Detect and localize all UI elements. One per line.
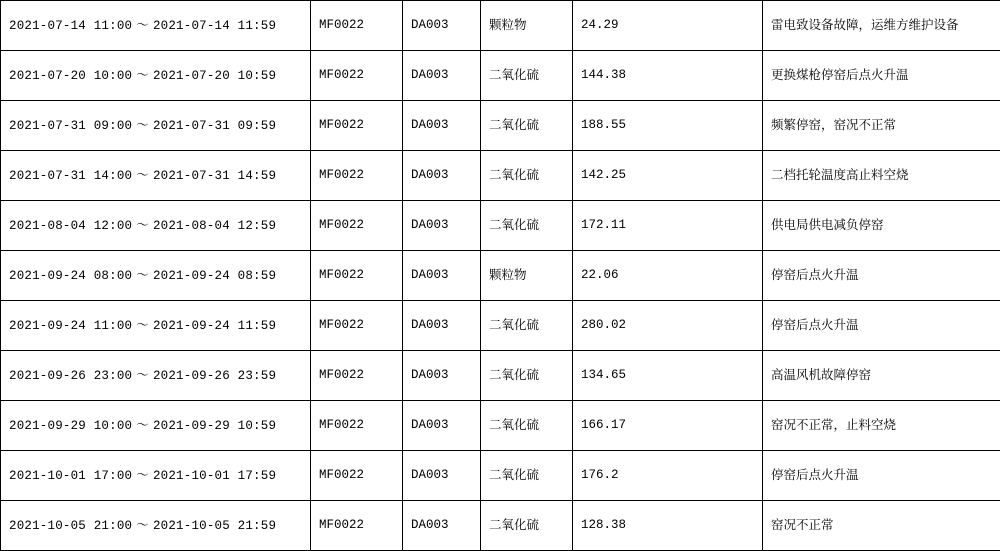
cell-point-id: DA003	[403, 251, 481, 301]
cell-period	[1, 201, 311, 251]
period-end: 2021-10-01 17:59	[152, 468, 277, 483]
table-row	[1, 201, 1000, 251]
cell-value: 22.06	[573, 251, 763, 301]
cell-pollutant: 二氧化硫	[481, 51, 573, 101]
table-body	[1, 1, 1000, 551]
cell-device-id: MF0022	[311, 401, 403, 451]
cell-value: 134.65	[573, 351, 763, 401]
table-row	[1, 301, 1000, 351]
cell-pollutant: 二氧化硫	[481, 351, 573, 401]
cell-point-id: DA003	[403, 1, 481, 51]
cell-reason: 高温风机故障停窑	[763, 351, 1000, 401]
cell-pollutant: 二氧化硫	[481, 401, 573, 451]
cell-period	[1, 301, 311, 351]
period-end: 2021-09-26 23:59	[152, 368, 277, 383]
cell-reason: 停窑后点火升温	[763, 301, 1000, 351]
cell-pollutant: 二氧化硫	[481, 451, 573, 501]
cell-reason: 窑况不正常	[763, 501, 1000, 551]
period-end: 2021-10-05 21:59	[152, 518, 277, 533]
cell-period	[1, 351, 311, 401]
table-row	[1, 51, 1000, 101]
period-end: 2021-07-14 11:59	[152, 18, 277, 33]
cell-value: 128.38	[573, 501, 763, 551]
period-start: 2021-07-31 14:00	[9, 168, 133, 183]
cell-value: 280.02	[573, 301, 763, 351]
period-start: 2021-07-20 10:00	[9, 68, 133, 83]
table-row	[1, 251, 1000, 301]
table-row	[1, 351, 1000, 401]
cell-device-id: MF0022	[311, 251, 403, 301]
period-separator: ～	[136, 316, 149, 332]
cell-reason: 频繁停窑，窑况不正常	[763, 101, 1000, 151]
period-start: 2021-07-31 09:00	[9, 118, 133, 133]
period-start: 2021-09-26 23:00	[9, 368, 133, 383]
cell-value: 144.38	[573, 51, 763, 101]
cell-pollutant: 二氧化硫	[481, 201, 573, 251]
cell-value: 142.25	[573, 151, 763, 201]
cell-device-id: MF0022	[311, 51, 403, 101]
cell-value: 24.29	[573, 1, 763, 51]
cell-pollutant: 二氧化硫	[481, 301, 573, 351]
period-separator: ～	[136, 66, 149, 82]
cell-device-id: MF0022	[311, 1, 403, 51]
cell-reason: 供电局供电减负停窑	[763, 201, 1000, 251]
cell-device-id: MF0022	[311, 451, 403, 501]
period-start: 2021-08-04 12:00	[9, 218, 133, 233]
period-start: 2021-10-01 17:00	[9, 468, 133, 483]
cell-pollutant: 颗粒物	[481, 1, 573, 51]
period-end: 2021-09-24 08:59	[152, 268, 277, 283]
cell-point-id: DA003	[403, 451, 481, 501]
period-end: 2021-07-31 09:59	[152, 118, 277, 133]
cell-pollutant: 二氧化硫	[481, 151, 573, 201]
cell-value: 176.2	[573, 451, 763, 501]
period-start: 2021-07-14 11:00	[9, 18, 133, 33]
period-separator: ～	[136, 466, 149, 482]
period-separator: ～	[136, 216, 149, 232]
period-separator: ～	[136, 266, 149, 282]
period-start: 2021-10-05 21:00	[9, 518, 133, 533]
cell-point-id: DA003	[403, 201, 481, 251]
cell-reason: 二档托轮温度高止料空烧	[763, 151, 1000, 201]
cell-device-id: MF0022	[311, 201, 403, 251]
cell-reason: 更换煤枪停窑后点火升温	[763, 51, 1000, 101]
period-end: 2021-09-24 11:59	[152, 318, 277, 333]
period-start: 2021-09-29 10:00	[9, 418, 133, 433]
cell-device-id: MF0022	[311, 301, 403, 351]
cell-point-id: DA003	[403, 401, 481, 451]
period-separator: ～	[136, 166, 149, 182]
period-end: 2021-07-31 14:59	[152, 168, 277, 183]
period-separator: ～	[136, 16, 149, 32]
period-end: 2021-07-20 10:59	[152, 68, 277, 83]
period-separator: ～	[136, 516, 149, 532]
cell-point-id: DA003	[403, 101, 481, 151]
table-row	[1, 401, 1000, 451]
cell-period	[1, 401, 311, 451]
cell-point-id: DA003	[403, 301, 481, 351]
cell-period	[1, 51, 311, 101]
table-row	[1, 151, 1000, 201]
period-separator: ～	[136, 116, 149, 132]
table-row	[1, 451, 1000, 501]
table-row	[1, 101, 1000, 151]
cell-device-id: MF0022	[311, 501, 403, 551]
cell-value: 188.55	[573, 101, 763, 151]
period-separator: ～	[136, 366, 149, 382]
cell-period	[1, 101, 311, 151]
cell-pollutant: 二氧化硫	[481, 501, 573, 551]
period-start: 2021-09-24 11:00	[9, 318, 133, 333]
period-end: 2021-09-29 10:59	[152, 418, 277, 433]
cell-period	[1, 1, 311, 51]
cell-point-id: DA003	[403, 151, 481, 201]
cell-point-id: DA003	[403, 51, 481, 101]
cell-pollutant: 二氧化硫	[481, 101, 573, 151]
cell-pollutant: 颗粒物	[481, 251, 573, 301]
cell-reason: 雷电致设备故障，运维方维护设备	[763, 1, 1000, 51]
cell-device-id: MF0022	[311, 151, 403, 201]
cell-point-id: DA003	[403, 501, 481, 551]
cell-value: 166.17	[573, 401, 763, 451]
cell-point-id: DA003	[403, 351, 481, 401]
period-separator: ～	[136, 416, 149, 432]
cell-reason: 停窑后点火升温	[763, 251, 1000, 301]
period-end: 2021-08-04 12:59	[152, 218, 277, 233]
cell-period	[1, 251, 311, 301]
cell-reason: 窑况不正常，止料空烧	[763, 401, 1000, 451]
cell-device-id: MF0022	[311, 101, 403, 151]
cell-value: 172.11	[573, 201, 763, 251]
cell-reason: 停窑后点火升温	[763, 451, 1000, 501]
period-start: 2021-09-24 08:00	[9, 268, 133, 283]
table-row	[1, 501, 1000, 551]
cell-period	[1, 501, 311, 551]
cell-period	[1, 451, 311, 501]
cell-period	[1, 151, 311, 201]
cell-device-id: MF0022	[311, 351, 403, 401]
table-row	[1, 1, 1000, 51]
